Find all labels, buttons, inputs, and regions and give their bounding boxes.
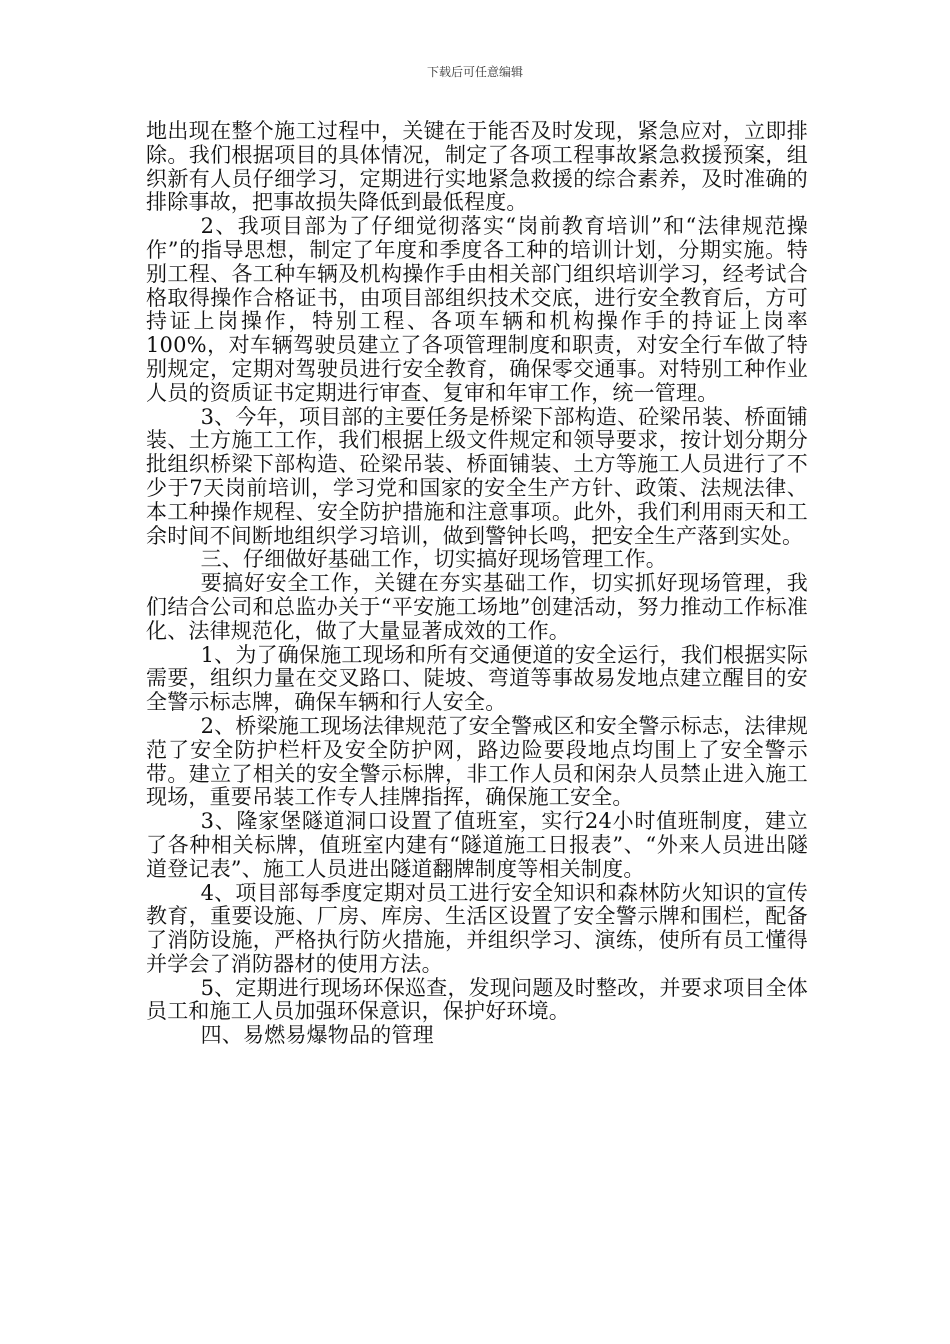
paragraph-item-3-tasks: 3、今年，项目部的主要任务是桥梁下部构造、砼梁吊装、桥面铺装、土方施工工作，我们根据上级文件规定和领导要求，按计划分期分批组织桥梁下部构造、砼梁吊装、桥面铺装、土方等施工人员进行了不少于7天岗前培训，学习党和国家的安全生产方针、政策、法规法律、本工种操作规程、安全防护措施和注意事项。此外，我们利用雨天和工余时间不间断地组织学习培训，做到警钟长鸣，把安全生产落到实处。: [146, 404, 808, 548]
paragraph-section-three-intro: 要搞好安全工作，关键在夯实基础工作，切实抓好现场管理，我们结合公司和总监办关于“平安施工场地”创建活动，努力推动工作标准化、法律规范化，做了大量显著成效的工作。: [146, 571, 808, 643]
section-heading-four: 四、易燃易爆物品的管理: [200, 1023, 434, 1048]
section-heading-three: 三、仔细做好基础工作，切实搞好现场管理工作。: [200, 547, 667, 572]
paragraph-item-2-training: 2、我项目部为了仔细觉彻落实“岗前教育培训”和“法律规范操作”的指导思想，制定了年度和季度各工种的培训计划，分期实施。特别工程、各工种车辆及机构操作手由相关部门组织培训学习，经考试合格取得操作合格证书，由项目部组织技术交底，进行安全教育后，方可持证上岗操作，特别工程、各项车辆和机构操作手的持证上岗率100%，对车辆驾驶员建立了各项管理制度和职责，对安全行车做了特别规定，定期对驾驶员进行安全教育，确保零交通事。对特别工种作业人员的资质证书定期进行审查、复审和年审工作，统一管理。: [146, 214, 808, 405]
page-header: 下载后可任意编辑: [426, 65, 523, 79]
paragraph-item-1-signs: 1、为了确保施工现场和所有交通便道的安全运行，我们根据实际需要，组织力量在交叉路口、陡坡、弯道等事故易发地点建立醒目的安全警示标志牌，确保车辆和行人安全。: [146, 642, 808, 715]
paragraph-item-5-environment: 5、定期进行现场环保巡查，发现问题及时整改，并要求项目全体员工和施工人员加强环保意识，保护好环境。: [146, 975, 808, 1024]
paragraph-item-3-tunnel: 3、隆家堡隧道洞口设置了值班室，实行24小时值班制度，建立了各种相关标牌，值班室内建有“隧道施工日报表”、“外来人员进出隧道登记表”、施工人员进出隧道翻牌制度等相关制度。: [146, 809, 808, 881]
paragraph-item-4-fire-safety: 4、项目部每季度定期对员工进行安全知识和森林防火知识的宣传教育，重要设施、厂房、库房、生活区设置了安全警示牌和围栏，配备了消防设施，严格执行防火措施，并组织学习、演练，使所有员工懂得并学会了消防器材的使用方法。: [146, 880, 808, 976]
paragraph-item-2-bridge-site: 2、桥梁施工现场法律规范了安全警戒区和安全警示标志，法律规范了安全防护栏杆及安全防护网，路边险要段地点均围上了安全警示带。建立了相关的安全警示标牌，非工作人员和闲杂人员禁止进入施工现场，重要吊装工作专人挂牌指挥，确保施工安全。: [146, 713, 808, 810]
paragraph-continuation: 地出现在整个施工过程中，关键在于能否及时发现，紧急应对，立即排除。我们根据项目的具体情况，制定了各项工程事故紧急救援预案，组织新有人员仔细学习，定期进行实地紧急救援的综合素养，及时准确的排除事故，把事故损失降低到最低程度。: [146, 119, 808, 215]
document-body: [146, 120, 808, 1048]
